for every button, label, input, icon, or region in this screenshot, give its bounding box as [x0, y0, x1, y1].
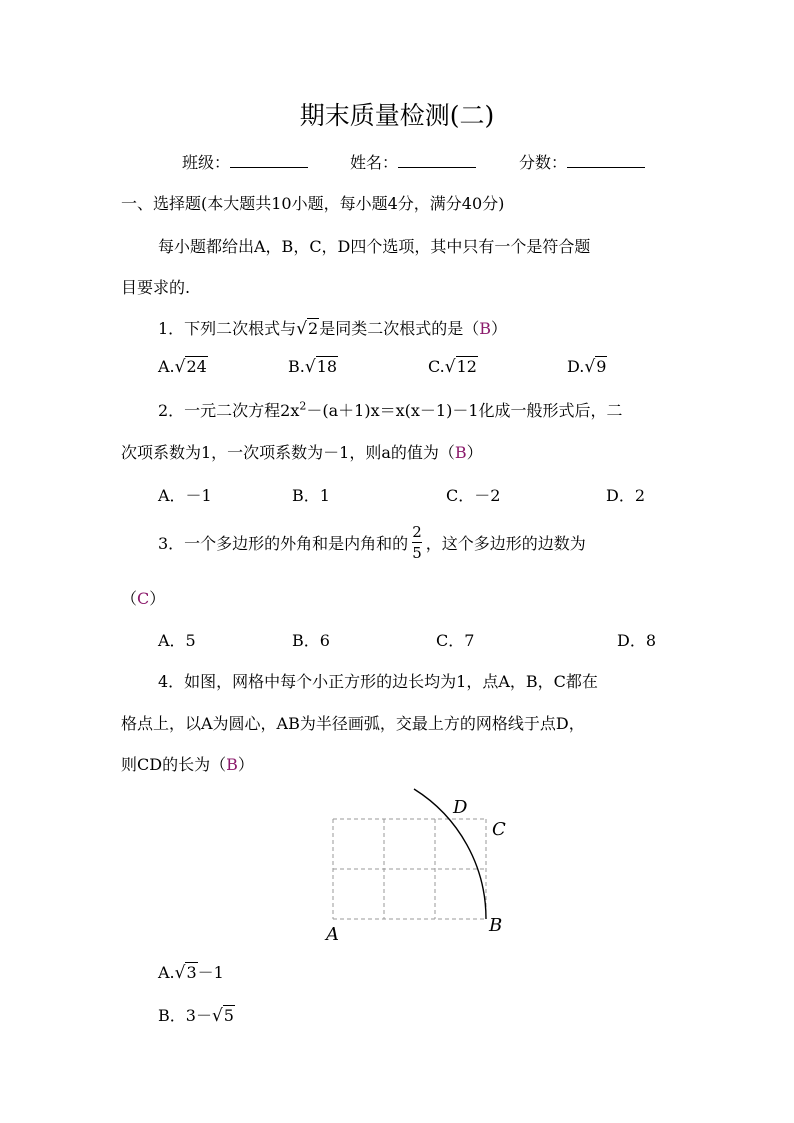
- q4-option-b-radicand: 5: [223, 1006, 234, 1025]
- q1-option-d-label: D.: [567, 357, 585, 376]
- q2-answer: B: [454, 443, 467, 462]
- q1-option-c: [428, 357, 478, 377]
- q1-suffix: 是同类二次根式的是（: [319, 319, 480, 338]
- fraction-numerator: 2: [412, 523, 422, 541]
- fraction: [412, 522, 422, 563]
- class-blank: [230, 151, 308, 168]
- question-2-line-1: [158, 398, 623, 421]
- q3-option-b: B．6: [292, 631, 330, 650]
- q2-close: ）: [466, 443, 483, 462]
- q1-option-b-radicand: 18: [316, 357, 338, 376]
- q4-option-a: [158, 960, 224, 983]
- question-4-line-3: [121, 752, 254, 775]
- q3-option-d: D．8: [617, 631, 657, 650]
- q3-close: ）: [149, 589, 166, 608]
- q2-line1-a: 2．一元二次方程2x: [158, 401, 300, 420]
- q2-option-c: C．－2: [446, 486, 501, 505]
- sqrt-symbol: √5: [211, 1006, 234, 1026]
- q3-suffix: ，这个多边形的边数为: [425, 534, 586, 553]
- q1-option-c-radicand: 12: [456, 357, 477, 376]
- q3-prefix: 3．一个多边形的外角和是内角和的: [158, 534, 409, 553]
- q2-option-a: A．－1: [158, 486, 212, 505]
- q4-option-a-label: A.: [158, 963, 175, 982]
- section-heading: 一、选择题(本大题共10小题，每小题4分，满分40分): [121, 194, 505, 213]
- q4-option-b: [158, 1003, 235, 1026]
- q3-option-a: A．5: [158, 631, 196, 650]
- point-c-label: C: [492, 819, 506, 840]
- q1-option-b-label: B.: [288, 357, 305, 376]
- q4-option-a-tail: －1: [197, 963, 224, 982]
- q4-line3: 则CD的长为（: [121, 755, 227, 774]
- q2-option-d: D．2: [606, 486, 646, 505]
- q1-option-a-label: A.: [158, 357, 175, 376]
- section-intro-line-2: 目要求的.: [121, 278, 191, 297]
- q1-option-a-radicand: 24: [186, 357, 207, 376]
- q2-exponent: 2: [299, 399, 307, 413]
- section-intro-line-1: 每小题都给出A，B，C，D四个选项，其中只有一个是符合题: [158, 237, 591, 256]
- sqrt-symbol: √24: [174, 357, 207, 377]
- sqrt-symbol: √12: [444, 357, 477, 377]
- question-2-line-2: [121, 440, 483, 463]
- point-b-label: B: [489, 915, 503, 936]
- sqrt-symbol: √18: [304, 357, 338, 377]
- question-3-line-2: [121, 586, 165, 609]
- q3-answer: C: [137, 589, 150, 608]
- name-label: 姓名：: [350, 153, 399, 172]
- q2-option-b: B．1: [292, 486, 330, 505]
- sqrt-symbol: √9: [584, 357, 607, 377]
- class-label: 班级：: [182, 153, 231, 172]
- q1-answer: B: [479, 319, 491, 338]
- sqrt-symbol: √3: [174, 963, 197, 983]
- q1-close: ）: [491, 319, 508, 338]
- q1-option-a: [158, 357, 208, 377]
- name-field: [350, 150, 476, 173]
- question-3-line-1: [158, 522, 586, 563]
- class-field: [182, 150, 308, 173]
- score-field: [519, 150, 645, 173]
- sqrt-symbol: √2: [296, 319, 319, 339]
- q1-option-d: [567, 357, 607, 377]
- question-4-line-1: 4．如图，网格中每个小正方形的边长均为1，点A，B，C都在: [158, 672, 598, 691]
- q1-option-d-radicand: 9: [596, 357, 607, 376]
- fraction-denominator: 5: [412, 544, 422, 562]
- q4-answer: B: [226, 755, 238, 774]
- q4-option-a-radicand: 3: [186, 963, 197, 982]
- q3-option-c: C．7: [436, 631, 475, 650]
- arc: [414, 789, 486, 919]
- dashed-grid: [333, 819, 486, 919]
- q4-option-b-label: B．3－: [158, 1006, 212, 1025]
- point-a-label: A: [326, 924, 339, 945]
- q1-option-b: [288, 357, 338, 377]
- point-d-label: D: [453, 797, 468, 818]
- q4-close: ）: [237, 755, 254, 774]
- name-blank: [398, 151, 476, 168]
- q2-line2: 次项系数为1，一次项系数为－1，则a的值为（: [121, 443, 455, 462]
- question-4-line-2: 格点上，以A为圆心，AB为半径画弧，交最上方的网格线于点D，: [121, 714, 585, 733]
- q1-prefix: 1．下列二次根式与: [158, 319, 297, 338]
- score-blank: [567, 151, 645, 168]
- q2-line1-b: －(a＋1)x＝x(x－1)－1化成一般形式后，二: [306, 401, 623, 420]
- score-label: 分数：: [519, 153, 568, 172]
- q1-option-c-label: C.: [428, 357, 445, 376]
- q1-radicand: 2: [308, 319, 319, 338]
- q3-open: （: [121, 589, 138, 608]
- page-title: 期末质量检测(二): [299, 101, 495, 130]
- question-1-text: [158, 316, 507, 339]
- grid-figure: [310, 785, 530, 950]
